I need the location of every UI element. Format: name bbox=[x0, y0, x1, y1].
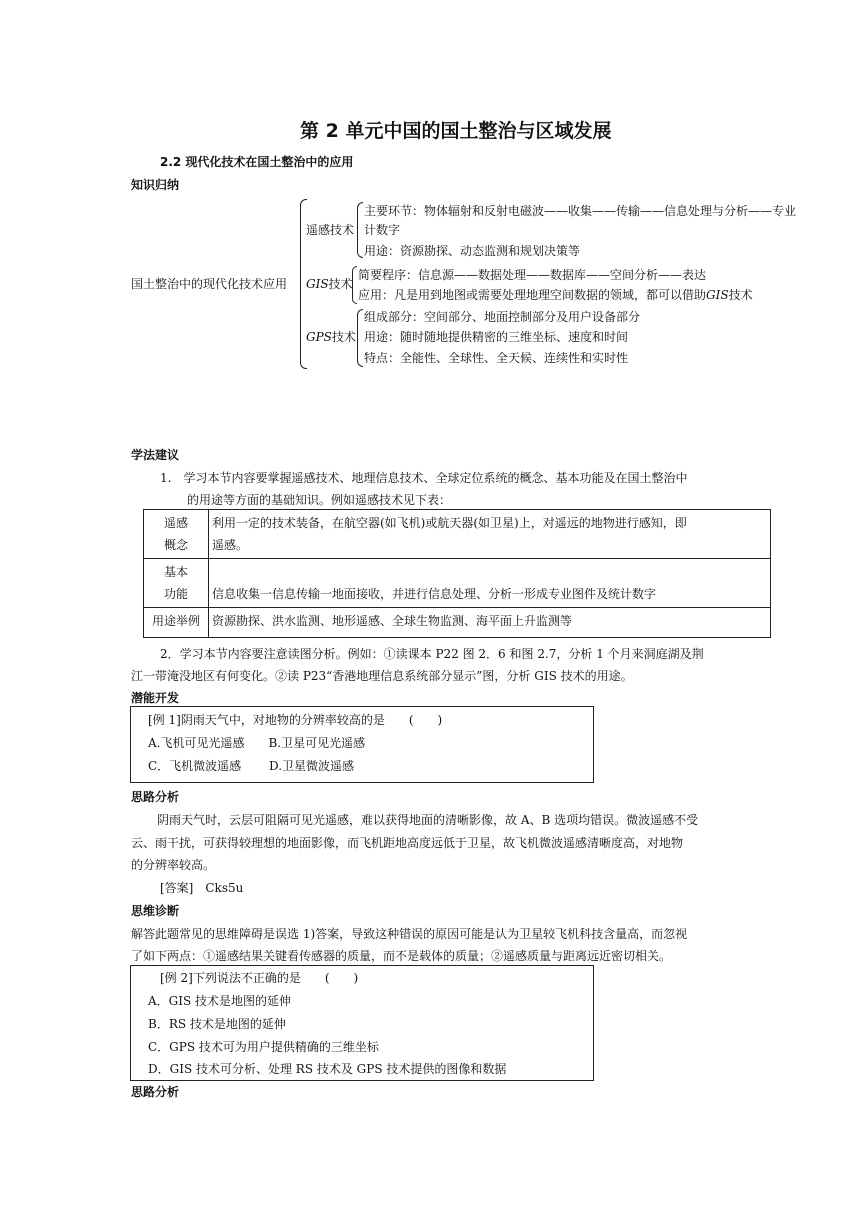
example-2-option-a: A．GIS 技术是地图的延伸 bbox=[148, 994, 292, 1008]
rs-table bbox=[143, 509, 771, 638]
tree-root: 国土整治中的现代化技术应用 bbox=[131, 277, 288, 291]
answer: [答案] Cks5u bbox=[160, 881, 244, 895]
gis-line-1: 简要程序：信息源——数据处理——数据库——空间分析——表达 bbox=[358, 268, 707, 282]
method-heading: 学法建议 bbox=[131, 448, 180, 462]
section-subtitle: 2.2 现代化技术在国土整治中的应用 bbox=[160, 155, 354, 169]
table-cell: 基本 功能 bbox=[144, 559, 209, 608]
diagnosis-heading: 思维诊断 bbox=[131, 904, 180, 918]
rs-label: 遥感技术 bbox=[306, 223, 355, 237]
table-cell: 利用一定的技术装备，在航空器(如飞机)或航天器(如卫星)上，对遥远的地物进行感知，即 遥感。 bbox=[209, 510, 771, 559]
method-p2-a: 2．学习本节内容要注意读图分析。例如：①读课本 P22 图 2．6 和图 2.7，分析 1 个月来洞庭湖及荆 bbox=[160, 647, 704, 661]
gps-line-3: 特点：全能性、全球性、全天候、连续性和实时性 bbox=[364, 351, 629, 365]
method-p1-b: 的用途等方面的基础知识。例如遥感技术见下表： bbox=[187, 493, 452, 507]
example-2-option-b: B．RS 技术是地图的延伸 bbox=[148, 1017, 286, 1031]
page-title: 第 2 单元中国的国土整治与区域发展 bbox=[300, 120, 612, 142]
gps-line-2: 用途：随时随地提供精密的三维坐标、速度和时间 bbox=[364, 330, 629, 344]
table-cell: 信息收集一信息传输一地面接收，并进行信息处理、分析一形成专业图件及统计数字 bbox=[209, 559, 771, 608]
example-1-options-ab: A.飞机可见光遥感 B.卫星可见光遥感 bbox=[148, 736, 366, 750]
potential-heading: 潜能开发 bbox=[131, 691, 180, 705]
analysis-1-line-3: 的分辨率较高。 bbox=[131, 858, 216, 872]
gps-line-1: 组成部分：空间部分、地面控制部分及用户设备部分 bbox=[364, 310, 641, 324]
example-1-options-cd: C．飞机微波遥感 D.卫星微波遥感 bbox=[148, 759, 355, 773]
gis-brace bbox=[352, 266, 357, 304]
gps-brace bbox=[357, 309, 363, 367]
table-row bbox=[144, 608, 771, 638]
rs-line-1: 主要环节：物体辐射和反射电磁波——收集——传输——信息处理与分析——专业 bbox=[364, 204, 797, 218]
diagnosis-line-2: 了如下两点：①遥感结果关键看传感器的质量，而不是载体的质量；②遥感质量与距离远近密切相关。 bbox=[131, 949, 672, 963]
example-2-question: [例 2]下列说法不正确的是 ( ) bbox=[160, 971, 359, 985]
table-cell: 资源勘探、洪水监测、地形遥感、全球生物监测、海平面上升监测等 bbox=[209, 608, 771, 638]
table-cell: 遥感 概念 bbox=[144, 510, 209, 559]
table-row bbox=[144, 559, 771, 608]
analysis-2-heading: 思路分析 bbox=[131, 1085, 180, 1099]
gps-label: GPS技术 bbox=[306, 330, 356, 344]
example-2-option-d: D．GIS 技术可分析、处理 RS 技术及 GPS 技术提供的图像和数据 bbox=[148, 1062, 507, 1076]
table-row bbox=[144, 510, 771, 559]
table-cell: 用途举例 bbox=[144, 608, 209, 638]
example-2-option-c: C．GPS 技术可为用户提供精确的三维坐标 bbox=[148, 1040, 379, 1054]
knowledge-heading: 知识归纳 bbox=[131, 178, 180, 192]
analysis-1-line-1: 阴雨天气时，云层可阻隔可见光遥感，难以获得地面的清晰影像，故 A、B 选项均错误。微波遥感不受 bbox=[157, 813, 699, 827]
method-p2-b: 江一带淹没地区有何变化。②读 P23“香港地理信息系统部分显示”图，分析 GIS 技术的用途。 bbox=[131, 669, 633, 683]
analysis-1-line-2: 云、雨干扰，可获得较理想的地面影像，而飞机距地高度远低于卫星，故飞机微波遥感清晰度高，对地物 bbox=[131, 836, 684, 850]
rs-brace bbox=[357, 202, 363, 258]
rs-line-1b: 计数字 bbox=[364, 223, 401, 237]
rs-line-2: 用途：资源勘探、动态监测和规划决策等 bbox=[364, 244, 581, 258]
method-p1-a: 1. 学习本节内容要掌握遥感技术、地理信息技术、全球定位系统的概念、基本功能及在国土整治中 bbox=[160, 471, 688, 485]
gis-label: GIS技术 bbox=[306, 277, 353, 291]
analysis-1-heading: 思路分析 bbox=[131, 790, 180, 804]
gis-line-2: 应用：凡是用到地图或需要处理地理空间数据的领域，都可以借助GIS技术 bbox=[358, 288, 753, 302]
example-1-question: [例 1]阴雨天气中，对地物的分辨率较高的是 ( ) bbox=[148, 713, 443, 727]
diagnosis-line-1: 解答此题常见的思维障碍是误选 1)答案，导致这种错误的原因可能是认为卫星较飞机科技含量高，而忽视 bbox=[131, 927, 688, 941]
